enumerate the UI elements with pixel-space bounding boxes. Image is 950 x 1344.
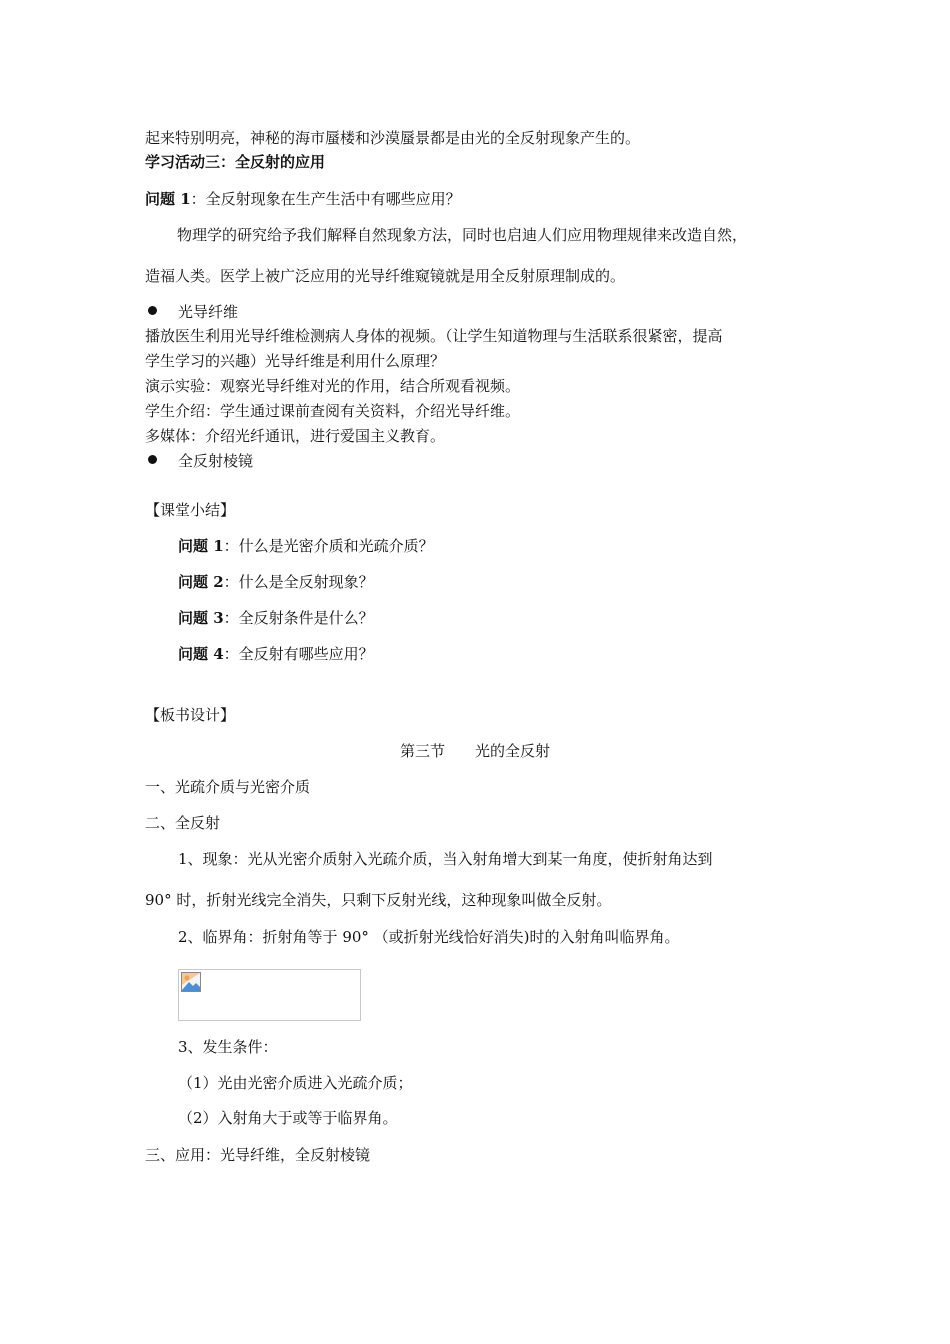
question-label: 问题 1 [178, 537, 224, 555]
paragraph-line: 90° 时，折射光线完全消失，只剩下反射光线，这种现象叫做全反射。 [145, 891, 612, 909]
bullet-icon [148, 455, 157, 464]
section-heading-activity-3: 学习活动三：全反射的应用 [145, 153, 326, 171]
question-text: ：什么是全反射现象？ [223, 573, 374, 591]
bullet-item-prism: 全反射棱镜 [178, 452, 254, 470]
question-text: ：什么是光密介质和光疏介质？ [223, 537, 434, 555]
board-item-1: 一、光疏介质与光密介质 [145, 778, 311, 796]
board-item-3: 三、应用：光导纤维，全反射棱镜 [145, 1146, 371, 1164]
condition-2: （2）入射角大于或等于临界角。 [178, 1109, 398, 1127]
paragraph-line: 多媒体：介绍光纤通讯，进行爱国主义教育。 [145, 427, 446, 445]
condition-1: （1）光由光密介质进入光疏介质； [178, 1074, 413, 1092]
paragraph-line: 播放医生利用光导纤维检测病人身体的视频。（让学生知道物理与生活联系很紧密，提高 [145, 327, 723, 345]
question-label: 问题 1 [145, 190, 191, 208]
question-label: 问题 4 [178, 645, 224, 663]
paragraph-line: 学生学习的兴趣）光导纤维是利用什么原理？ [145, 352, 446, 370]
question-label: 问题 2 [178, 573, 224, 591]
section-heading-summary: 【课堂小结】 [145, 501, 236, 519]
board-sub-item-phenomenon: 1、现象：光从光密介质射入光疏介质，当入射角增大到某一角度，使折射角达到 [178, 850, 713, 868]
paragraph-line: 起来特别明亮，神秘的海市蜃楼和沙漠蜃景都是由光的全反射现象产生的。 [145, 129, 641, 147]
board-item-2: 二、全反射 [145, 814, 221, 832]
summary-question-2 [178, 572, 374, 592]
bullet-icon [148, 306, 157, 315]
board-title: 第三节 光的全反射 [399, 742, 550, 760]
question-label: 问题 3 [178, 609, 224, 627]
question-1-line [145, 189, 461, 209]
broken-image-icon [181, 972, 201, 992]
image-placeholder [178, 969, 361, 1021]
question-text: ：全反射现象在生产生活中有哪些应用？ [190, 190, 461, 208]
question-text: ：全反射有哪些应用？ [223, 645, 374, 663]
paragraph-line: 学生介绍：学生通过课前查阅有关资料，介绍光导纤维。 [145, 402, 521, 420]
board-sub-item-critical-angle: 2、临界角：折射角等于 90° （或折射光线恰好消失)时的入射角叫临界角。 [178, 928, 680, 946]
summary-question-3 [178, 608, 374, 628]
summary-question-1 [178, 536, 434, 556]
summary-question-4 [178, 644, 374, 664]
board-sub-item-conditions: 3、发生条件： [178, 1038, 278, 1056]
question-text: ：全反射条件是什么？ [223, 609, 374, 627]
paragraph-line: 物理学的研究给予我们解释自然现象方法，同时也启迪人们应用物理规律来改造自然， [177, 226, 748, 244]
section-heading-board: 【板书设计】 [145, 706, 236, 724]
bullet-item-optical-fiber: 光导纤维 [178, 303, 239, 321]
paragraph-line: 演示实验：观察光导纤维对光的作用，结合所观看视频。 [145, 377, 521, 395]
paragraph-line: 造福人类。医学上被广泛应用的光导纤维窥镜就是用全反射原理制成的。 [145, 267, 626, 285]
